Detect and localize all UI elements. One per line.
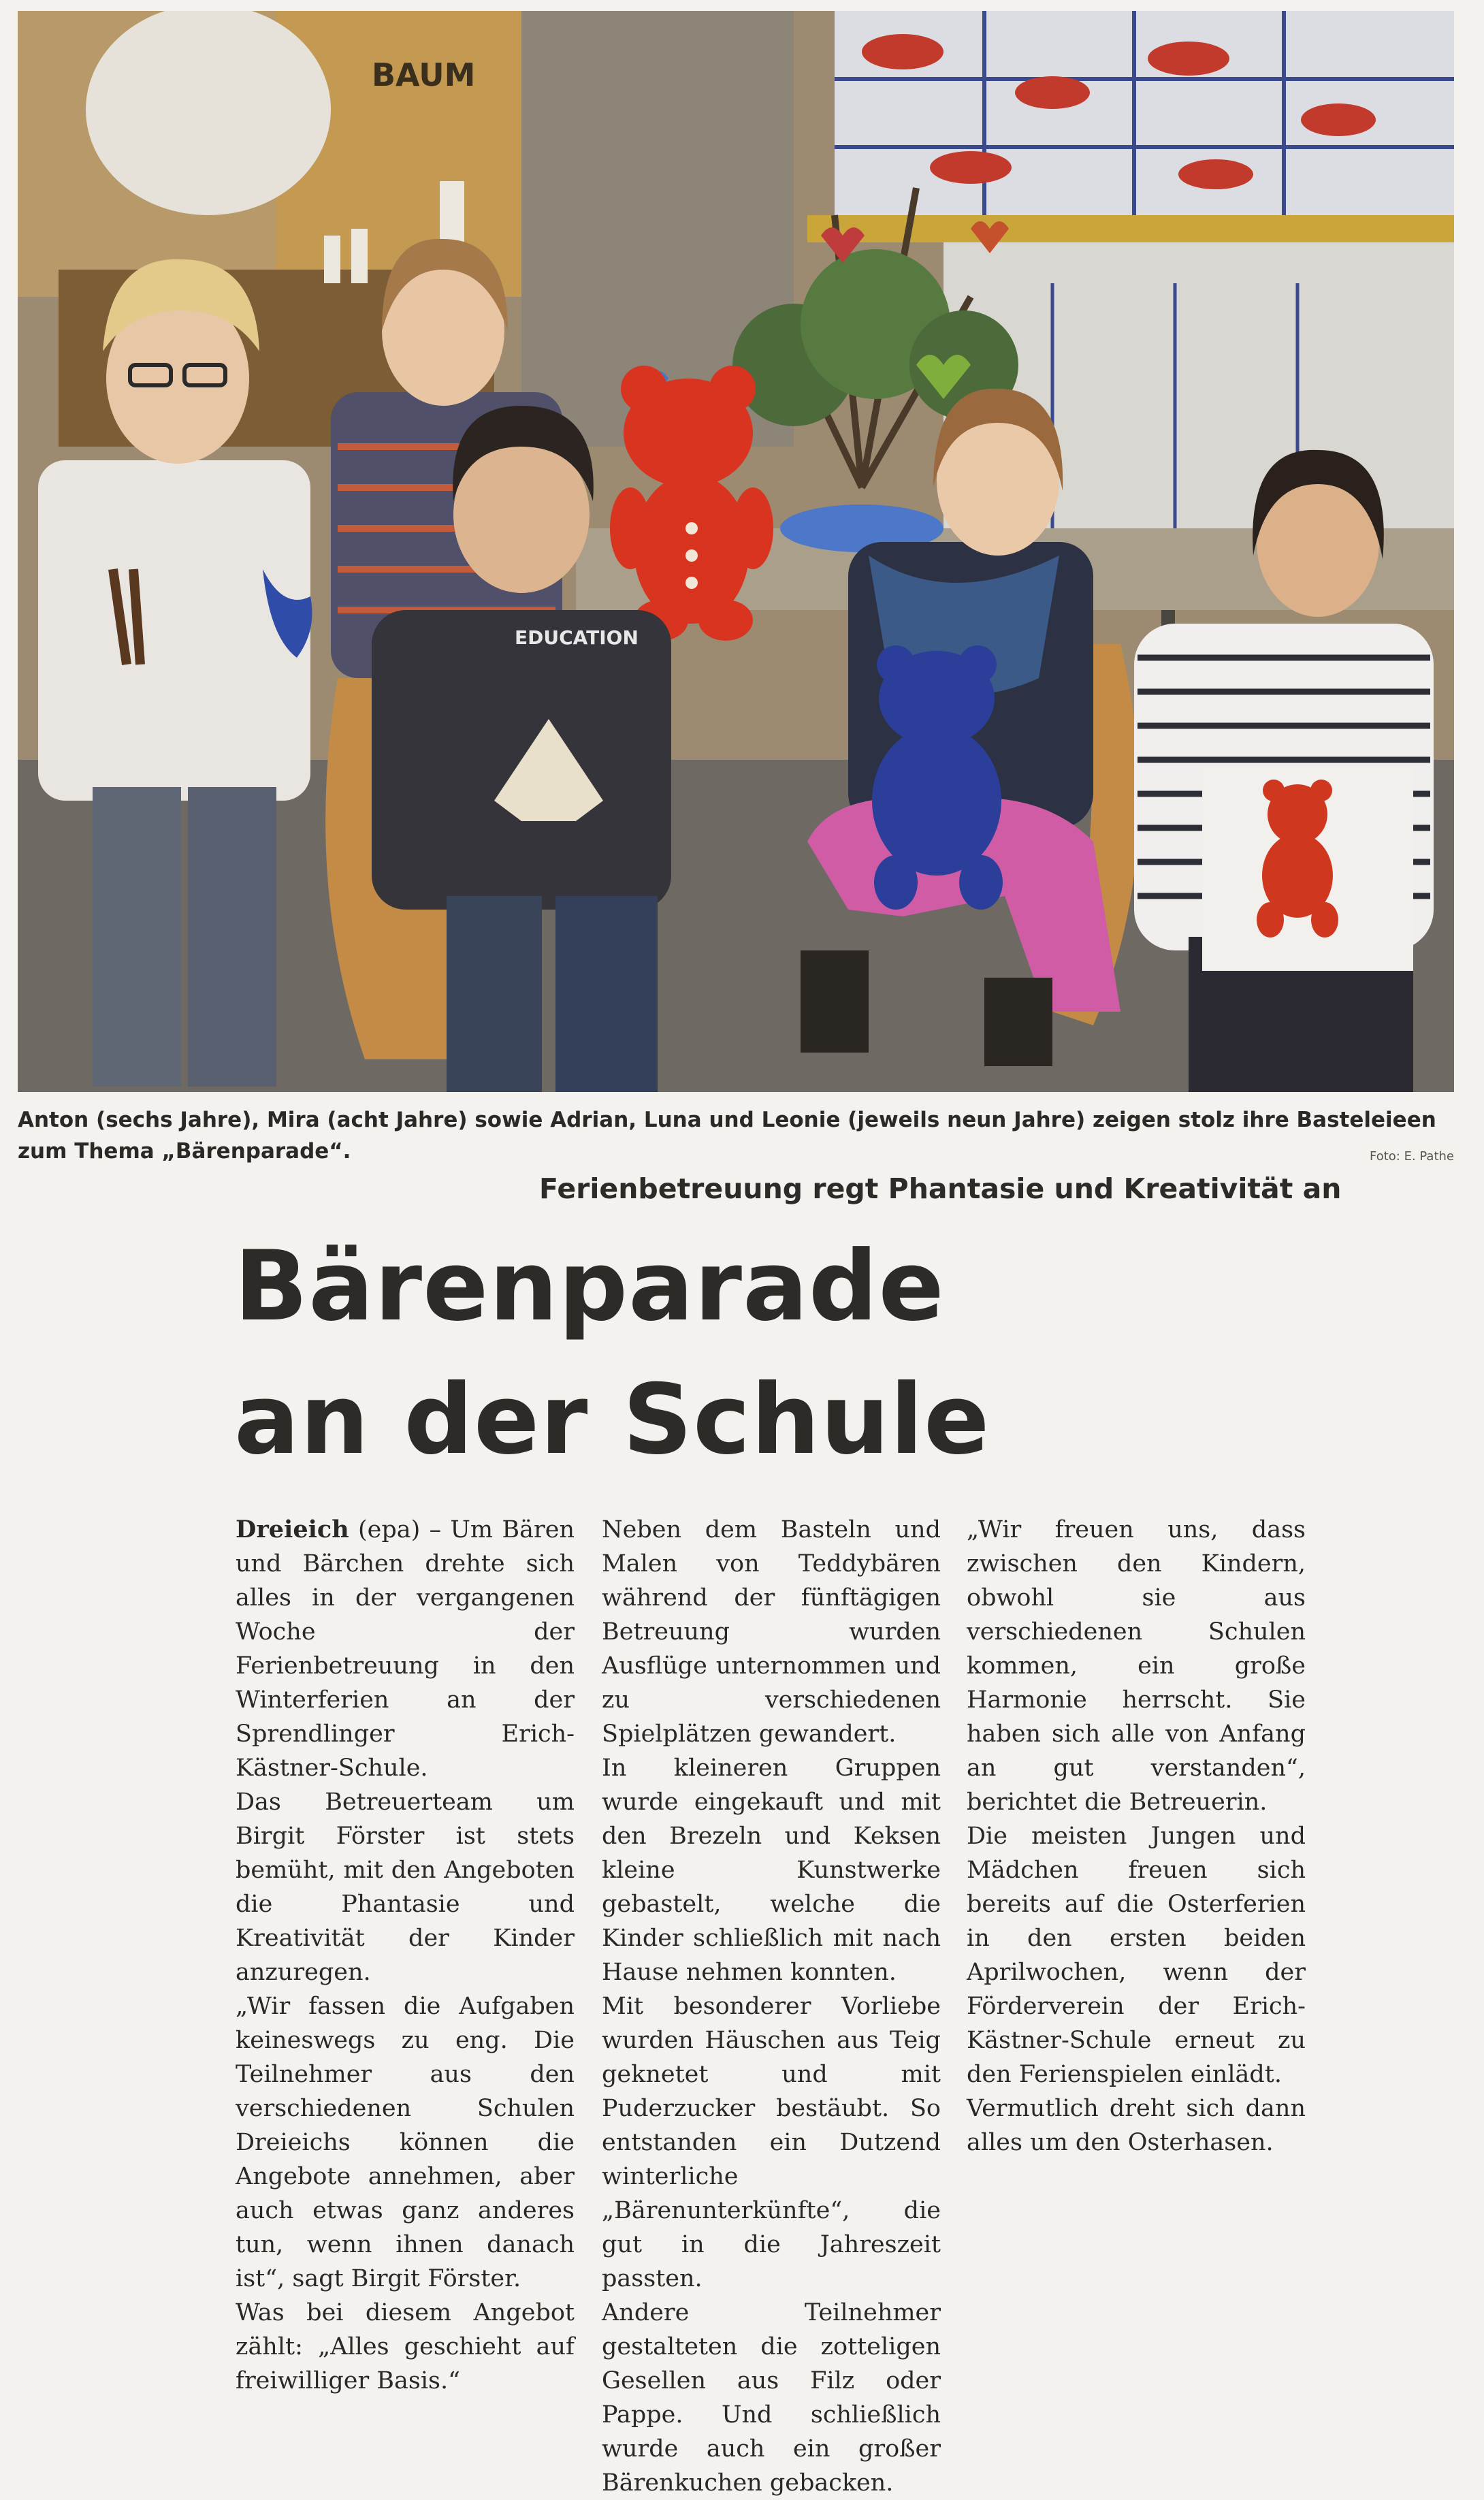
wall-sign: BAUM xyxy=(372,57,476,93)
article-kicker: Ferienbetreuung regt Phantasie und Kreativität an xyxy=(539,1172,1342,1205)
paragraph: Das Betreuerteam um Birgit Förster ist stets bemüht, mit den Angeboten die Phantasie und Kreativität der Kinder anzuregen. xyxy=(236,1789,575,1986)
photo-caption: Anton (sechs Jahre), Mira (acht Jahre) sowie Adrian, Luna und Leonie (jeweils neun Jahre) zeigen stolz ihre Basteleieen zum Thema „Bärenparade“. xyxy=(18,1108,1436,1164)
headline-line-1: Bärenparade xyxy=(234,1230,945,1343)
paragraph: Andere Teilnehmer gestalteten die zotteligen Gesellen aus Filz oder Pappe. Und schließlich wurde auch ein großer Bärenkuchen gebacken. xyxy=(602,2299,941,2497)
dateline: Dreieich xyxy=(236,1516,349,1543)
paragraph: „Wir freuen uns, dass zwischen den Kindern, obwohl sie aus verschiedenen Schulen kommen, ein große Harmonie herrscht. Sie haben sich alle von Anfang an gut verstanden“, berichtet die Betreuerin. xyxy=(967,1516,1306,1816)
paragraph: Die meisten Jungen und Mädchen freuen sich bereits auf die Osterferien in den ersten beiden Aprilwochen, wenn der Förderverein der Erich-Kästner-Schule erneut zu den Ferienspielen einlädt. xyxy=(967,1823,1306,2088)
paper-lamp xyxy=(86,11,331,215)
paragraph: Neben dem Basteln und Malen von Teddybären während der fünftägigen Betreuung wurden Ausflüge unternommen und zu verschiedenen Spielplätzen gewandert. xyxy=(602,1516,941,1748)
blue-felt-bear xyxy=(872,645,1003,910)
article-column-1 xyxy=(236,1513,575,2398)
paragraph xyxy=(236,1513,575,1785)
paragraph: Vermutlich dreht sich dann alles um den Osterhasen. xyxy=(967,2095,1306,2156)
article-photo xyxy=(18,11,1454,1092)
article-headline xyxy=(234,1220,1255,1487)
paragraph: „Wir fassen die Aufgaben keineswegs zu eng. Die Teilnehmer aus den verschiedenen Schulen Dreieichs können die Angebote annehmen, aber auch etwas ganz anderes tun, wenn ihnen danach ist“, sagt Birgit Förster. xyxy=(236,1993,575,2292)
shirt-print: EDUCATION xyxy=(515,626,639,649)
article-column-3 xyxy=(967,1513,1306,2160)
paragraph-text: (epa) – Um Bären und Bärchen drehte sich alles in der vergangenen Woche der Ferienbetreuung in den Winterferien an der Sprendlinger Erich-Kästner-Schule. xyxy=(236,1516,575,1782)
paragraph: Was bei diesem Angebot zählt: „Alles geschieht auf freiwilliger Basis.“ xyxy=(236,2299,575,2394)
classroom-scene xyxy=(18,11,1454,1092)
paragraph: Mit besonderer Vorliebe wurden Häuschen aus Teig geknetet und mit Puderzucker bestäubt. So entstanden ein Dutzend winterliche „Bärenunterkünfte“, die gut in die Jahreszeit passten. xyxy=(602,1993,941,2292)
article-column-2 xyxy=(602,1513,941,2500)
paragraph: In kleineren Gruppen wurde eingekauft und mit den Brezeln und Keksen kleine Kunstwerke gebastelt, welche die Kinder schließlich mit nach Hause nehmen konnten. xyxy=(602,1754,941,1986)
photo-credit: Foto: E. Pathe xyxy=(1369,1149,1454,1164)
headline-line-2: an der Schule xyxy=(234,1364,990,1476)
